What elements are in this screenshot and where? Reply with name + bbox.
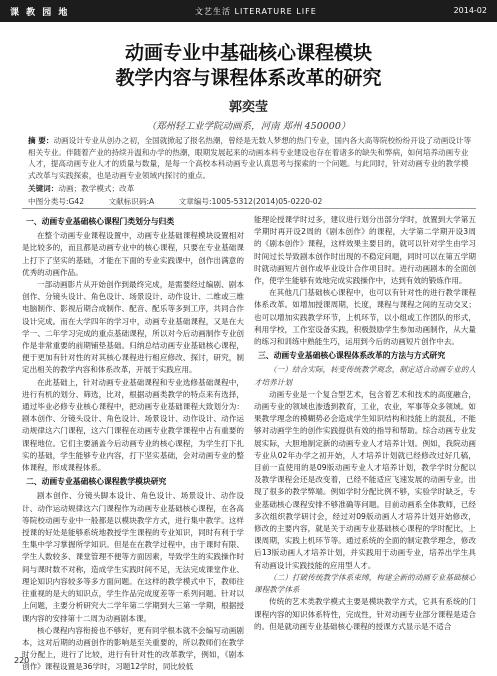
body-paragraph: 在此基础上，针对动画专业基础课程和专业选修基础课程中，进行有机的划分、筛选，比对，根据动画类教学的特点来有选择，通过毕业必修专业核心课程中，把动画专业基础课程大致划分为：剧本创作、分镜头设计、角色设计、场景设计、动作设计、动作运动规律这六门课程，这六门课程在动画专业教学课程中占有重要的课程地位。它们主要涵盖今后动画专业的核心课程，为学生打下扎实的基础，学生能够专业内容，打下坚实基础，会对动画专业的整体课程，形成课程体系。 [22,377,244,473]
keywords [28,183,474,194]
article-title-line-1: 动画专业中基础核心课程模块 [124,42,372,64]
body-paragraph: 传统的艺术类教学模式主要是模块教学方式，它具有系统的门课程内容的知识体系特性，完成性，针对动画专业部分课程是适合的。但是就动画专业基础核心课程的授课方式显示是不适合 [254,597,476,631]
document-code: 文献标识码:A [108,197,155,206]
issue-number: 2014-02 [453,6,487,15]
abstract-label: 摘 要： [28,136,54,145]
subsection-heading: （一）结合实际，转变传统教学观念，制定适合动画专业的人才培养计划 [254,365,476,387]
column-name: 课 教 园 地 [10,8,70,18]
section-heading: 三、动画专业基础核心课程体系改革的方法与方式研究 [258,351,446,361]
keywords-text: 动画；教学模式；改革 [58,184,135,193]
page-number: 220 [14,656,30,665]
right-column [254,214,476,654]
section-heading: 一、动画专业基础核心课程门类划分与归类 [26,217,175,226]
article-title-line-2: 教学内容与课程体系改革的研究 [115,67,382,89]
section-heading: 二、动画专业基础核心课程教学模块研究 [26,477,167,487]
abstract-text: 动画设计专业从创办之初，全国就掀起了报名热潮，曾经是无数人梦想的热门专业，国内各大高等院校纷纷开设了动画设计等相关专业。伴随着产业的持续升温和办学的热潮，眼期发展起来的动画本科专业建设也存在着诸多的缺失和弊病，如何培养动画专业人才，提高动画专业人才的质量与数量，是每一个高校本科动画专业认真思考与探索的一个问题。与此同时，针对动画专业的教学模式改革与实践探索，也是动画专业领域内探讨的重点。 [28,136,472,180]
body-paragraph: 核心课程内容衔接也不够好，更有同学根本就不会编写动画剧本，这对后期的动画创作的影响是至关重要的，所以教师们在教学时分配上，进行了比较，进行有针对性的改革教学，例如，《剧本创作》课程设置是36学时，习题12学时，同比较低 [22,625,244,672]
body-paragraph: 动画专业是一个复合型艺术，包含着艺术和技术的高度融合，动画专业的领域也渗透到教育，工业，农业，军事等众多领域。如果教学理念的模糊势必会造成学生知识结构和技能上的混乱，不能够对动画学生的创作实践提供有效的指导和帮助。综合动画专业发展实际，大胆地制定新的动画专业人才培养计划。例如，我院动画专业从02年办学之初开始，人才培养计划就已经修改过好几稿，目前一直使用的是09版动画专业人才培养计划，教学学时分配以及教学课程会还是改变着，已经不能适应飞速发展的动画专业，出现了很多的教学弊端。例如学时分配比例不够，实验学时缺乏，专业基础核心课程安排不够准确等问题。目前动画系全体教师，已经多次组织教学研讨会，经过对09版动画人才培养计划开始修改，修改的主要内容，就是关于动画专业基础核心课程的学时配比，上课周期，实践上机环节等。通过系统的全面的制定教学理念，修改后13版动画人才培养计划，并实践用于动画专业，培养出学生具有动画设计实践技能的应用型人才。 [254,389,476,570]
clc-number: 中图分类号:G42 [28,197,85,206]
body-paragraph: 一部动画影片从开始创作到最终完成，是需要经过编剧、剧本创作、分镜头设计、角色设计、场景设计、动作设计、二维或三维电脑制作、影视后期合成制作、配音、配乐等多到工序，共同合作设计完成。而在大学四年的学习中，动画专业基础课程，又是在大学一、二年学习完成的重点基础课程，所以对今后动画制作专业创作是非常重要的前期铺垫基础。归纳总结动画专业基础核心课程，便于更加有针对性的对其核心课程进行相应修改、探讨，研究，制定出相关的教学内容和体系改革，开展于实践应用。 [22,280,244,375]
author-affiliation: （郑州轻工业学院动画系，河南 郑州 450000） [146,121,351,132]
divider [22,208,476,209]
subsection-heading: （二）打破传统教学体系束缚，构建全新的动画专业基础核心课程教学体系 [254,572,476,595]
magazine-name: 文艺生活 LITERATURE LIFE [195,7,317,16]
article-number: 文章编号:1005-5312(2014)05-0220-02 [178,197,323,206]
author-name: 郭奕莹 [228,100,268,115]
article-meta [28,196,474,207]
keywords-label: 关键词： [28,184,59,193]
body-paragraph: 能理论授课学时过多，建议进行划分出部分学时，放置到大学第五学期时再开设2周的《剧本创作》的课程，大学第二学期开设3周的《剧本创作》课程，这样效果主要目的，就可以针对学生由学习时间过长导致剧本创作时出现的不稳定问题，同时可以在第五学期时就动画短片创作或毕业设计合作项目时。进行动画剧本的全面创作，使学生能够有效地完成实践操作中，达到有效的锻炼作用。 [254,215,476,286]
journal-header-bar [0,0,497,22]
body-paragraph: 剧本创作、分镜头脚本设计、角色设计、场景设计、动作设计、动作运动规律这六门课程作为动画专业基础核心课程，在各高等院校动画专业中一般都是以模块教学方式，进行集中教学。这样授课的好处是能够系统地教授学生课程的专业知识，同时有利于学生集中学习掌握所学知识。但是在在教学过程中，由于课时有限、学生人数较多、课堂管理不便等方面因素，导致学生的实践操作时间与课时数不对称，造成学生实践时间不足，无法完成课堂作业、理论知识内容较多等多方面问题。在这样的教学模式中下，教师往往重视的是大的知识点，学生作品完成度差等一系列问题。针对以上问题，主要分析研究大二学年第二学期到大三第一学期，根据授课内容的安排第十二周为动画剧本课。 [22,491,244,623]
body-paragraph: 在其他几门基础核心课程中，也可以有针对性的进行教学课程体系改革。如增加授课周期，长度，课程与课程之间的互动交叉；也可以增加实践教学环节，上机环节，以小组或工作团队的形式，利用学校，工作室设备实践，积极鼓励学生参加动画制作，从大量的练习和训练中熟能生巧，运用到今后的动画短片创作中去。 [254,288,476,347]
body-paragraph: 在整个动画专业课程设置中，动画专业基础课程模块设置相对是比较多的，而且都是动画专业中的核心课程，只要在专业基础课上打下了坚实的基础，才能在下面的专业实践课中，创作出满意的优秀的动画作品。 [22,231,244,277]
abstract [28,135,474,181]
